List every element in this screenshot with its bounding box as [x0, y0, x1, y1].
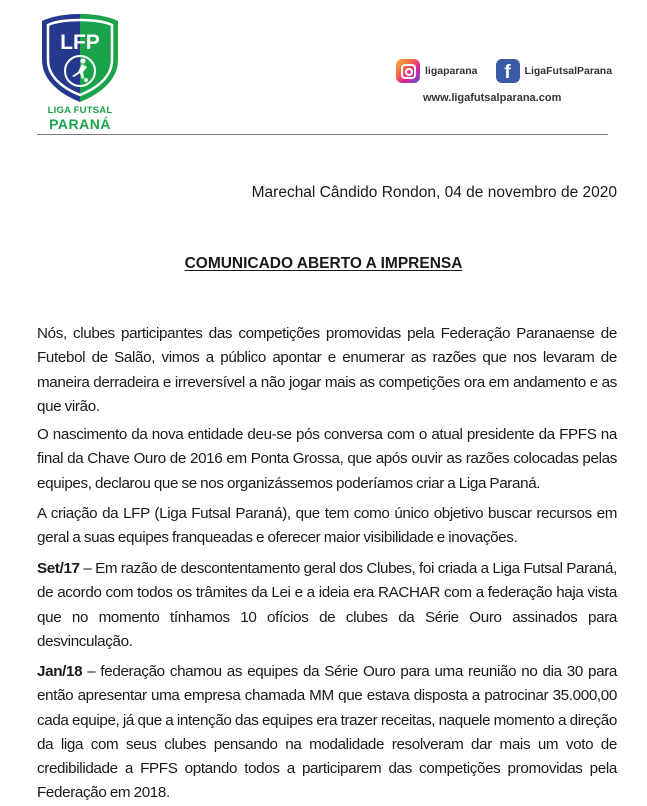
dateline: Marechal Cândido Rondon, 04 de novembro de 2020 [251, 184, 617, 201]
instagram-handle: ligaparana [425, 65, 478, 77]
facebook-handle: LigaFutsalParana [524, 65, 613, 77]
paragraph [37, 322, 617, 419]
paragraph [37, 557, 617, 654]
facebook-link[interactable] [496, 59, 613, 83]
paragraph [37, 660, 617, 806]
logo-initials: LFP [60, 31, 100, 54]
paragraph-text: O nascimento da nova entidade deu-se pós conversa com o atual presidente da FPFS na final da Chave Ouro de 2016 em Ponta Grossa, que após ouvir as razões colocadas pelas equipes, declarou que se nos organizássemos poderíamos criar a Liga Paraná. [37, 426, 617, 492]
paragraph [37, 423, 617, 496]
paragraph-text: – Em razão de descontentamento geral dos Clubes, foi criada a Liga Futsal Paraná, de acordo com todos os trâmites da Lei e a ideia era RACHAR com a federação haja vista que no momento tínhamos 10 ofícios de clubes da Série Ouro assinados para desvinculação. [37, 560, 617, 650]
logo-liga-futsal: LIGA FUTSAL [47, 105, 113, 116]
logo-parana: PARANÁ [49, 116, 111, 132]
paragraph-text: – federação chamou as equipes da Série Ouro para uma reunião no dia 30 para então apresentar uma empresa chamada MM que estava disposta a patrocinar 35.000,00 cada equipe, já que a intenção das equipes era trazer receitas, naquele momento a direção da liga com seus clubes pensando na modalidade resolveram dar mais um voto de credibilidade a FPFS optando todos a participarem das competições promovidas pela Federação em 2018. [37, 663, 617, 802]
header-divider [37, 134, 608, 135]
paragraph-date-lead: Jan/18 [37, 663, 83, 680]
shield-icon [38, 12, 122, 104]
website-link[interactable]: www.ligafutsalparana.com [423, 92, 562, 104]
paragraph-text: Nós, clubes participantes das competições promovidas pela Federação Paranaense de Futebol de Salão, vimos a público apontar e enumerar as razões que nos levaram de maneira derradeira e irreversível a não jogar mais as competições ora em andamento e as que virão. [37, 325, 617, 415]
paragraph-date-lead: Set/17 [37, 560, 80, 577]
paragraph [37, 502, 617, 551]
instagram-link[interactable] [396, 59, 478, 83]
social-links [396, 58, 630, 84]
instagram-icon [396, 59, 420, 83]
document-title: COMUNICADO ABERTO A IMPRENSA [184, 255, 463, 272]
facebook-icon: f [496, 59, 520, 83]
lfp-logo [38, 12, 122, 132]
paragraph-text: A criação da LFP (Liga Futsal Paraná), que tem como único objetivo buscar recursos em geral a suas equipes franqueadas e oferecer maior visibilidade e inovações. [37, 505, 617, 547]
